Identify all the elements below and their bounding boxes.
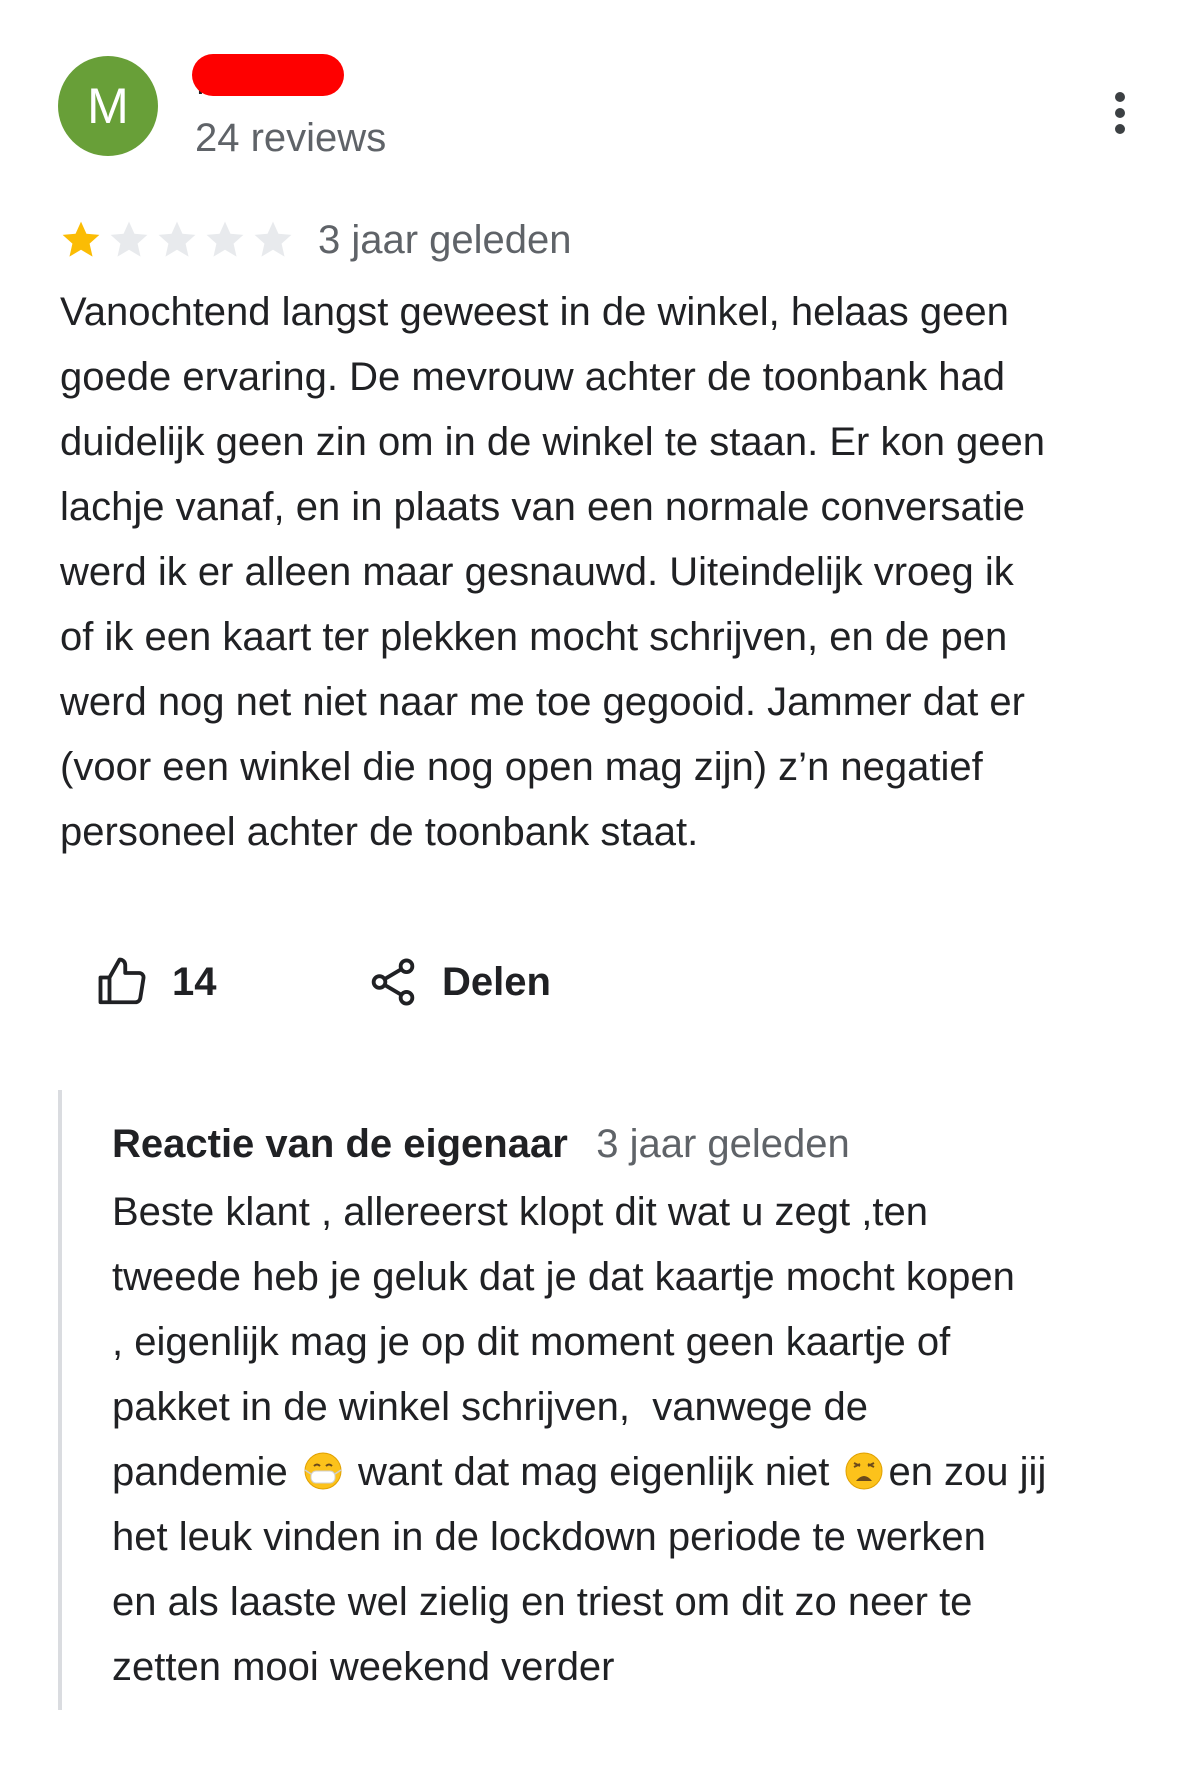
owner-response-time: 3 jaar geleden <box>596 1122 850 1166</box>
thumbs-up-icon <box>96 955 150 1009</box>
star-rating <box>60 219 294 261</box>
owner-text-line: tweede heb je geluk dat je dat kaartje mocht kopen <box>112 1255 1015 1299</box>
owner-text-line: en als laaste wel zielig en triest om dit zo neer te <box>112 1580 973 1624</box>
review-text-line: lachje vanaf, en in plaats van een normale conversatie <box>60 485 1026 529</box>
review-text-line: duidelijk geen zin om in de winkel te staan. Er kon geen <box>60 420 1046 464</box>
rating-row <box>60 212 572 268</box>
review-actions <box>96 950 551 1014</box>
review-text-line: personeel achter de toonbank staat. <box>60 810 699 854</box>
owner-text-line: pakket in de winkel schrijven, vanwege de <box>112 1385 868 1429</box>
owner-text-segment: want dat mag eigenlijk niet <box>357 1450 830 1494</box>
more-options-button[interactable] <box>1100 88 1140 138</box>
owner-response-title: Reactie van de eigenaar <box>112 1122 568 1166</box>
review-text-line: werd ik er alleen maar gesnauwd. Uiteindelijk vroeg ik <box>60 550 1014 594</box>
more-vert-icon <box>1115 92 1125 102</box>
owner-response-header <box>112 1116 850 1181</box>
star-empty-icon <box>204 219 246 261</box>
review-text-line: of ik een kaart ter plekken mocht schrijven, en de pen <box>60 615 1008 659</box>
redaction-mark <box>192 54 344 96</box>
review-time: 3 jaar geleden <box>318 218 572 262</box>
more-vert-icon-dot <box>1115 108 1125 118</box>
share-button[interactable] <box>366 955 551 1009</box>
weary-face-icon <box>844 1451 884 1491</box>
review-text-line: goede ervaring. De mevrouw achter de toonbank had <box>60 355 1006 399</box>
review-text-line: Vanochtend langst geweest in de winkel, helaas geen <box>60 290 1009 334</box>
owner-text-line: , eigenlijk mag je op dit moment geen kaartje of <box>112 1320 951 1364</box>
owner-response <box>58 1090 1162 1710</box>
review-text-line: werd nog net niet naar me toe gegooid. Jammer dat er <box>60 680 1025 724</box>
more-vert-icon-dot <box>1115 124 1125 134</box>
owner-response-text <box>112 1180 1152 1700</box>
owner-text-line: zetten mooi weekend verder <box>112 1645 615 1689</box>
star-empty-icon <box>252 219 294 261</box>
owner-text-segment: en zou jij <box>888 1450 1047 1494</box>
star-empty-icon <box>108 219 150 261</box>
owner-text-line <box>112 1440 1152 1505</box>
share-icon <box>366 955 420 1009</box>
like-count: 14 <box>172 959 217 1004</box>
owner-text-line: Beste klant , allereerst klopt dit wat u zegt ,ten <box>112 1190 928 1234</box>
star-filled-icon <box>60 219 102 261</box>
owner-text-segment: pandemie <box>112 1450 288 1494</box>
star-empty-icon <box>156 219 198 261</box>
avatar[interactable]: M <box>58 56 158 156</box>
review-text-line: (voor een winkel die nog open mag zijn) z’n negatief <box>60 745 983 789</box>
review-count[interactable]: 24 reviews <box>195 116 387 160</box>
like-button[interactable] <box>96 955 366 1009</box>
face-with-medical-mask-icon <box>303 1451 343 1491</box>
owner-text-line: het leuk vinden in de lockdown periode te werken <box>112 1515 986 1559</box>
review-text <box>60 280 1150 865</box>
share-label: Delen <box>442 959 551 1004</box>
